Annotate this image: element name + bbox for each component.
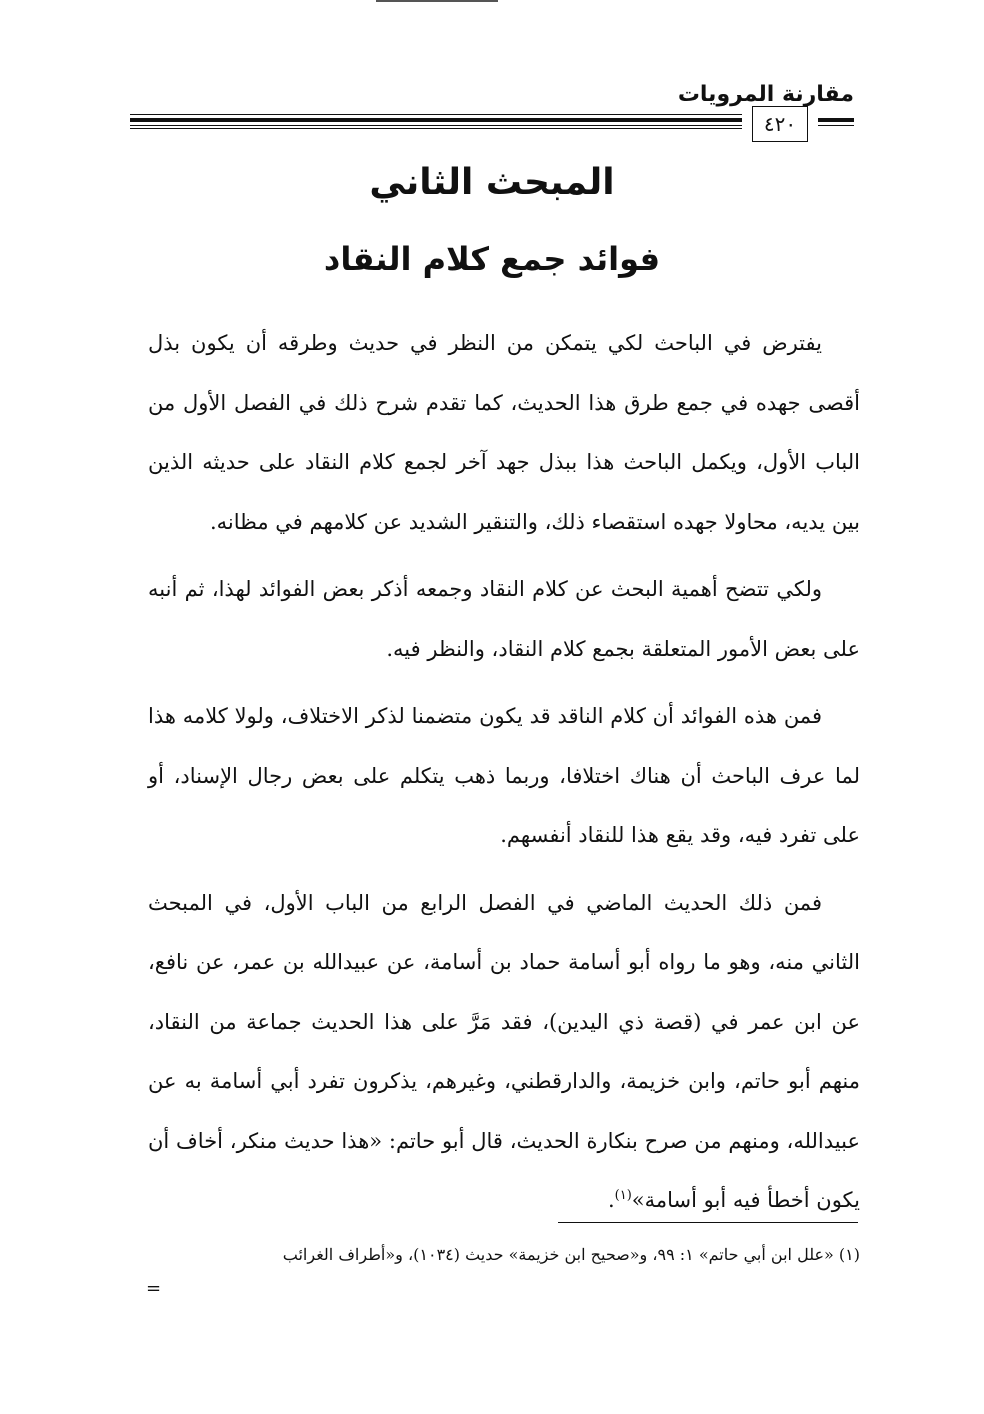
paragraph [148, 874, 860, 1231]
footnote-separator [558, 1222, 858, 1223]
chapter-title: المبحث الثاني [369, 162, 615, 203]
header-rule [130, 128, 742, 129]
header-rule [818, 125, 854, 126]
paragraph-end: . [607, 1188, 615, 1212]
paragraph: ولكي تتضح أهمية البحث عن كلام النقاد وجمعه أذكر بعض الفوائد لهذا، ثم أنبه على بعض الأمور المتعلقة بجمع كلام النقاد، والنظر فيه. [148, 577, 860, 661]
footnote-continuation-mark: = [146, 1278, 162, 1299]
running-title: مقارنة المرويات [677, 82, 854, 107]
header-rule [818, 118, 854, 122]
paragraph: فمن هذه الفوائد أن كلام الناقد قد يكون متضمنا لذكر الاختلاف، ولولا كلامه هذا لما عرف الباحث أن هناك اختلافا، وربما ذهب يتكلم على بعض رجال الإسناد، أو على تفرد فيه، وقد يقع هذا للنقاد أنفسهم. [148, 704, 860, 847]
section-title: فوائد جمع كلام النقاد [323, 240, 661, 278]
body-text [148, 314, 860, 1239]
header-rule [130, 118, 742, 122]
page-number: ٤٢٠ [752, 106, 808, 142]
header-rule [130, 114, 742, 115]
footnote: (١) «علل ابن أبي حاتم» ١: ٩٩، و«صحيح ابن خزيمة» حديث (١٠٣٤)، و«أطراف الغرائب [282, 1245, 860, 1264]
paragraph: يفترض في الباحث لكي يتمكن من النظر في حديث وطرقه أن يكون بذل أقصى جهده في جمع طرق هذا الحديث، كما تقدم شرح ذلك في الفصل الأول من الباب الأول، ويكمل الباحث هذا ببذل جهد آخر لجمع كلام النقاد على حديثه الذين بين يديه، محاولا جهده استقصاء ذلك، والتنقير الشديد عن كلامهم في مظانه. [148, 331, 860, 534]
header-rule [130, 125, 742, 126]
footnote-reference: (١) [614, 1188, 632, 1203]
page-header [0, 0, 984, 140]
paragraph-text: فمن ذلك الحديث الماضي في الفصل الرابع من الباب الأول، في المبحث الثاني منه، وهو ما رواه أبو أسامة حماد بن أسامة، عن عبيدالله بن عمر، عن نافع، عن ابن عمر في (قصة ذي اليدين)، فقد مَرَّ على هذا الحديث جماعة من النقاد، منهم أبو حاتم، وابن خزيمة، والدارقطني، وغيرهم، يذكرون تفرد أبي أسامة به عن عبيدالله، ومنهم من صرح بنكارة الحديث، قال أبو حاتم: «هذا حديث منكر، أخاف أن يكون أخطأ فيه أبو أسامة» [148, 890, 860, 1212]
